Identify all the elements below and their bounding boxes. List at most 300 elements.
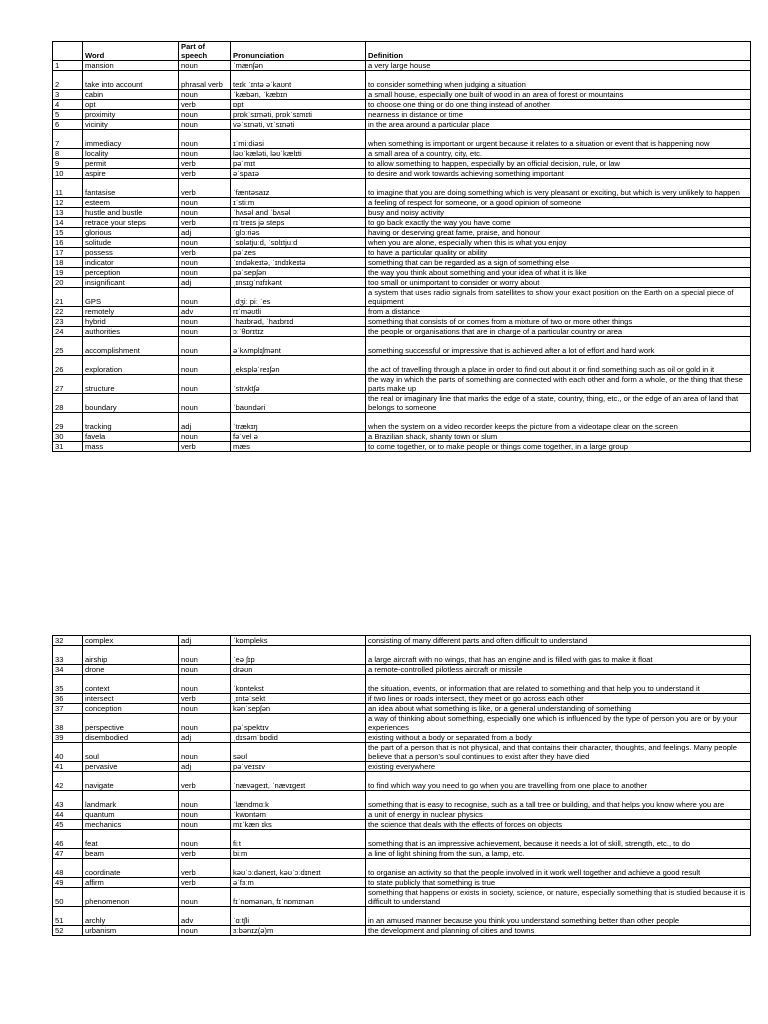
table-row — [53, 110, 751, 120]
row-number: 20 — [53, 278, 83, 288]
table-row — [53, 228, 751, 238]
word-cell: fantasise — [83, 179, 179, 198]
definition-cell: to come together, or to make people or things come together, in a large group — [366, 442, 751, 452]
definition-cell: to organise an activity so that the people involved in it work well together and achieve a good result — [366, 859, 751, 878]
word-cell: tracking — [83, 413, 179, 432]
part-of-speech-cell: noun — [179, 238, 231, 248]
column-header: Word — [83, 42, 179, 61]
row-number: 48 — [53, 859, 83, 878]
pronunciation-cell: rɪˈməʊtli — [231, 307, 366, 317]
definition-cell: in the area around a particular place — [366, 120, 751, 130]
row-number: 52 — [53, 926, 83, 936]
pronunciation-cell: mɪˈkæn ɪks — [231, 820, 366, 830]
table-row — [53, 907, 751, 926]
definition-cell: an idea about what something is like, or a general understanding of something — [366, 704, 751, 714]
pronunciation-cell: ˈnævəgeɪt, ˈnævɪgeɪt — [231, 772, 366, 791]
part-of-speech-cell: noun — [179, 149, 231, 159]
table-row — [53, 694, 751, 704]
table-row — [53, 888, 751, 907]
pronunciation-cell: ɜːbənɪz(ə)m — [231, 926, 366, 936]
row-number: 10 — [53, 169, 83, 179]
definition-cell: a line of light shining from the sun, a lamp, etc. — [366, 849, 751, 859]
definition-cell: the development and planning of cities and towns — [366, 926, 751, 936]
word-cell: mass — [83, 442, 179, 452]
pronunciation-cell: pəˈmɪt — [231, 159, 366, 169]
table-row — [53, 238, 751, 248]
table-row — [53, 675, 751, 694]
row-number: 29 — [53, 413, 83, 432]
pronunciation-cell: ˈkæbən, ˈkæbɪn — [231, 90, 366, 100]
definition-cell: too small or unimportant to consider or worry about — [366, 278, 751, 288]
row-number: 12 — [53, 198, 83, 208]
part-of-speech-cell: noun — [179, 337, 231, 356]
pronunciation-cell: əˈspaɪə — [231, 169, 366, 179]
table-row — [53, 268, 751, 278]
word-cell: perspective — [83, 714, 179, 733]
row-number: 30 — [53, 432, 83, 442]
table-row — [53, 120, 751, 130]
pronunciation-cell: ləʊˈkæləti, ləʊˈkælɪti — [231, 149, 366, 159]
pronunciation-cell: pəˈveɪsɪv — [231, 762, 366, 772]
part-of-speech-cell: noun — [179, 820, 231, 830]
row-number: 2 — [53, 71, 83, 90]
pronunciation-cell: biːm — [231, 849, 366, 859]
definition-cell: the science that deals with the effects of forces on objects — [366, 820, 751, 830]
part-of-speech-cell: adv — [179, 307, 231, 317]
pronunciation-cell: ˈhaɪbrəd, ˈhaɪbrɪd — [231, 317, 366, 327]
part-of-speech-cell: verb — [179, 878, 231, 888]
row-number: 31 — [53, 442, 83, 452]
word-cell: coordinate — [83, 859, 179, 878]
part-of-speech-cell: verb — [179, 218, 231, 228]
pronunciation-cell: ˈsɒlətjuːd, ˈsɒlɪtjuːd — [231, 238, 366, 248]
part-of-speech-cell: verb — [179, 248, 231, 258]
pronunciation-cell: ɒpt — [231, 100, 366, 110]
row-number: 28 — [53, 394, 83, 413]
word-cell: mechanics — [83, 820, 179, 830]
part-of-speech-cell: noun — [179, 130, 231, 149]
definition-cell: a small house, especially one built of wood in an area of forest or mountains — [366, 90, 751, 100]
word-cell: airship — [83, 646, 179, 665]
definition-cell: busy and noisy activity — [366, 208, 751, 218]
word-cell: structure — [83, 375, 179, 394]
part-of-speech-cell: verb — [179, 159, 231, 169]
row-number: 25 — [53, 337, 83, 356]
row-number: 36 — [53, 694, 83, 704]
definition-cell: from a distance — [366, 307, 751, 317]
pronunciation-cell: rɪˈtreɪs jə steps — [231, 218, 366, 228]
word-cell: glorious — [83, 228, 179, 238]
definition-cell: a unit of energy in nuclear physics — [366, 810, 751, 820]
table-row — [53, 636, 751, 646]
definition-cell: the situation, events, or information that are related to something and that help you to understand it — [366, 675, 751, 694]
row-number: 5 — [53, 110, 83, 120]
word-cell: beam — [83, 849, 179, 859]
part-of-speech-cell: noun — [179, 356, 231, 375]
part-of-speech-cell: noun — [179, 704, 231, 714]
pronunciation-cell: kənˈsepʃən — [231, 704, 366, 714]
table-row — [53, 665, 751, 675]
part-of-speech-cell: noun — [179, 268, 231, 278]
word-cell: vicinity — [83, 120, 179, 130]
part-of-speech-cell: noun — [179, 646, 231, 665]
row-number: 50 — [53, 888, 83, 907]
definition-cell: the way you think about something and your idea of what it is like — [366, 268, 751, 278]
column-header: Pronunciation — [231, 42, 366, 61]
row-number: 1 — [53, 61, 83, 71]
table-row — [53, 356, 751, 375]
pronunciation-cell: vəˈsɪnəti, vɪˈsɪnəti — [231, 120, 366, 130]
row-number: 27 — [53, 375, 83, 394]
table-row — [53, 198, 751, 208]
pronunciation-cell: kəʊˈɔːdəneɪt, kəʊˈɔːdɪneɪt — [231, 859, 366, 878]
pronunciation-cell: ˌdɪsəmˈbɒdid — [231, 733, 366, 743]
definition-cell: something successful or impressive that is achieved after a lot of effort and hard work — [366, 337, 751, 356]
part-of-speech-cell: noun — [179, 888, 231, 907]
pronunciation-cell: ˈstrʌktʃə — [231, 375, 366, 394]
part-of-speech-cell: noun — [179, 327, 231, 337]
table-row — [53, 169, 751, 179]
row-number: 11 — [53, 179, 83, 198]
part-of-speech-cell: verb — [179, 859, 231, 878]
row-number: 47 — [53, 849, 83, 859]
pronunciation-cell: teɪk ˈɪntə əˈkaʊnt — [231, 71, 366, 90]
pronunciation-cell: mæs — [231, 442, 366, 452]
table-row — [53, 317, 751, 327]
pronunciation-cell: ˌekspləˈreɪʃən — [231, 356, 366, 375]
part-of-speech-cell: verb — [179, 694, 231, 704]
word-cell: pervasive — [83, 762, 179, 772]
definition-cell: consisting of many different parts and often difficult to understand — [366, 636, 751, 646]
table-row — [53, 337, 751, 356]
part-of-speech-cell: noun — [179, 394, 231, 413]
definition-cell: the people or organisations that are in charge of a particular country or area — [366, 327, 751, 337]
pronunciation-cell: ˈkwɒntəm — [231, 810, 366, 820]
word-cell: indicator — [83, 258, 179, 268]
table-row — [53, 442, 751, 452]
table-row — [53, 248, 751, 258]
table-row — [53, 258, 751, 268]
pronunciation-cell: ˈfæntəsaɪz — [231, 179, 366, 198]
definition-cell: having or deserving great fame, praise, and honour — [366, 228, 751, 238]
row-number: 16 — [53, 238, 83, 248]
pronunciation-cell: ɔːˈθɒrɪtɪz — [231, 327, 366, 337]
definition-cell: something that can be regarded as a sign of something else — [366, 258, 751, 268]
table-row — [53, 646, 751, 665]
row-number: 45 — [53, 820, 83, 830]
definition-cell: a feeling of respect for someone, or a good opinion of someone — [366, 198, 751, 208]
word-cell: context — [83, 675, 179, 694]
row-number: 43 — [53, 791, 83, 810]
part-of-speech-cell: verb — [179, 179, 231, 198]
definition-cell: the act of travelling through a place in order to find out about it or find something such as oil or gold in it — [366, 356, 751, 375]
part-of-speech-cell: noun — [179, 830, 231, 849]
word-cell: complex — [83, 636, 179, 646]
table-row — [53, 327, 751, 337]
column-header — [53, 42, 83, 61]
definition-cell: when the system on a video recorder keeps the picture from a videotape clear on the screen — [366, 413, 751, 432]
row-number: 4 — [53, 100, 83, 110]
table-row — [53, 762, 751, 772]
table-row — [53, 820, 751, 830]
word-cell: remotely — [83, 307, 179, 317]
pronunciation-cell: ˈmænʃən — [231, 61, 366, 71]
part-of-speech-cell: noun — [179, 198, 231, 208]
word-cell: navigate — [83, 772, 179, 791]
definition-cell: when something is important or urgent because it relates to a situation or event that is happening now — [366, 130, 751, 149]
row-number: 49 — [53, 878, 83, 888]
table-row — [53, 278, 751, 288]
row-number: 24 — [53, 327, 83, 337]
word-cell: take into account — [83, 71, 179, 90]
word-cell: conception — [83, 704, 179, 714]
pronunciation-cell: ˈkɒmpleks — [231, 636, 366, 646]
table-row — [53, 743, 751, 762]
part-of-speech-cell: noun — [179, 810, 231, 820]
row-number: 19 — [53, 268, 83, 278]
pronunciation-cell: ˈglɔːriəs — [231, 228, 366, 238]
part-of-speech-cell: noun — [179, 926, 231, 936]
row-number: 18 — [53, 258, 83, 268]
row-number: 14 — [53, 218, 83, 228]
row-number: 40 — [53, 743, 83, 762]
row-number: 21 — [53, 288, 83, 307]
table-row — [53, 432, 751, 442]
part-of-speech-cell: noun — [179, 665, 231, 675]
definition-cell: the real or imaginary line that marks the edge of a state, country, thing, etc., or the edge of an area of land that belongs to someone — [366, 394, 751, 413]
header-row — [53, 42, 751, 61]
word-cell: proximity — [83, 110, 179, 120]
row-number: 32 — [53, 636, 83, 646]
definition-cell: to choose one thing or do one thing instead of another — [366, 100, 751, 110]
row-number: 42 — [53, 772, 83, 791]
row-number: 35 — [53, 675, 83, 694]
table-row — [53, 810, 751, 820]
definition-cell: the part of a person that is not physical, and that contains their character, thoughts, and feelings. Many people believe that a person's soul continues to exist after they have died — [366, 743, 751, 762]
word-cell: esteem — [83, 198, 179, 208]
pronunciation-cell: pəˈzes — [231, 248, 366, 258]
definition-cell: the way in which the parts of something are connected with each other and form a whole, or the thing that these parts make up — [366, 375, 751, 394]
part-of-speech-cell: verb — [179, 100, 231, 110]
table-row — [53, 791, 751, 810]
part-of-speech-cell: noun — [179, 743, 231, 762]
row-number: 23 — [53, 317, 83, 327]
column-header: Definition — [366, 42, 751, 61]
part-of-speech-cell: noun — [179, 432, 231, 442]
word-cell: quantum — [83, 810, 179, 820]
definition-cell: to consider something when judging a situation — [366, 71, 751, 90]
table-row — [53, 218, 751, 228]
row-number: 51 — [53, 907, 83, 926]
word-cell: mansion — [83, 61, 179, 71]
row-number: 6 — [53, 120, 83, 130]
pronunciation-cell: ˌdʒiː piː ˈes — [231, 288, 366, 307]
word-cell: authorities — [83, 327, 179, 337]
definition-cell: to allow something to happen, especially by an official decision, rule, or law — [366, 159, 751, 169]
row-number: 26 — [53, 356, 83, 375]
row-number: 3 — [53, 90, 83, 100]
table-row — [53, 130, 751, 149]
part-of-speech-cell: noun — [179, 208, 231, 218]
pronunciation-cell: ɪˈstiːm — [231, 198, 366, 208]
word-cell: possess — [83, 248, 179, 258]
word-cell: urbanism — [83, 926, 179, 936]
pronunciation-cell: ˈɪndəkeɪtə, ˈɪndɪkeɪtə — [231, 258, 366, 268]
definition-cell: to desire and work towards achieving something important — [366, 169, 751, 179]
definition-cell: a small area of a country, city, etc. — [366, 149, 751, 159]
table-row — [53, 159, 751, 169]
row-number: 46 — [53, 830, 83, 849]
row-number: 13 — [53, 208, 83, 218]
word-cell: hustle and bustle — [83, 208, 179, 218]
pronunciation-cell: pəˈsepʃən — [231, 268, 366, 278]
part-of-speech-cell: noun — [179, 791, 231, 810]
table-row — [53, 926, 751, 936]
word-cell: immediacy — [83, 130, 179, 149]
part-of-speech-cell: adj — [179, 733, 231, 743]
definition-cell: to state publicly that something is true — [366, 878, 751, 888]
row-number: 44 — [53, 810, 83, 820]
word-cell: opt — [83, 100, 179, 110]
table-row — [53, 878, 751, 888]
table-row — [53, 307, 751, 317]
pronunciation-cell: ˈkɒntekst — [231, 675, 366, 694]
part-of-speech-cell: noun — [179, 120, 231, 130]
table-row — [53, 208, 751, 218]
row-number: 39 — [53, 733, 83, 743]
row-number: 15 — [53, 228, 83, 238]
word-cell: archly — [83, 907, 179, 926]
part-of-speech-cell: noun — [179, 90, 231, 100]
pronunciation-cell: səʊl — [231, 743, 366, 762]
pronunciation-cell: ˈhʌsəl and ˈbʌsəl — [231, 208, 366, 218]
definition-cell: something that happens or exists in society, science, or nature, especially something that is studied because it is difficult to understand — [366, 888, 751, 907]
definition-cell: something that is an impressive achievement, because it needs a lot of skill, strength, etc., to do — [366, 830, 751, 849]
part-of-speech-cell: adj — [179, 762, 231, 772]
vocabulary-table-1 — [52, 41, 751, 452]
word-cell: accomplishment — [83, 337, 179, 356]
table-row — [53, 830, 751, 849]
row-number: 9 — [53, 159, 83, 169]
definition-cell: a system that uses radio signals from satellites to show your exact position on the Earth on a special piece of equipment — [366, 288, 751, 307]
part-of-speech-cell: adj — [179, 228, 231, 238]
part-of-speech-cell: verb — [179, 169, 231, 179]
pronunciation-cell: ɪˈmiːdiəsi — [231, 130, 366, 149]
row-number: 22 — [53, 307, 83, 317]
part-of-speech-cell: adj — [179, 278, 231, 288]
word-cell: cabin — [83, 90, 179, 100]
part-of-speech-cell: verb — [179, 772, 231, 791]
word-cell: affirm — [83, 878, 179, 888]
pronunciation-cell: pəˈspektɪv — [231, 714, 366, 733]
pronunciation-cell: ˌɪntəˈsekt — [231, 694, 366, 704]
row-number: 17 — [53, 248, 83, 258]
pronunciation-cell: ˈbaʊndəri — [231, 394, 366, 413]
table-row — [53, 90, 751, 100]
pronunciation-cell: fəˈvel ə — [231, 432, 366, 442]
definition-cell: if two lines or roads intersect, they meet or go across each other — [366, 694, 751, 704]
word-cell: retrace your steps — [83, 218, 179, 228]
row-number: 8 — [53, 149, 83, 159]
pronunciation-cell: fɪˈnɒmənən, fɪˈnɒmɪnən — [231, 888, 366, 907]
definition-cell: a Brazilian shack, shanty town or slum — [366, 432, 751, 442]
definition-cell: something that is easy to recognise, such as a tall tree or building, and that helps you know where you are — [366, 791, 751, 810]
part-of-speech-cell: noun — [179, 317, 231, 327]
part-of-speech-cell: noun — [179, 675, 231, 694]
table-row — [53, 71, 751, 90]
table-row — [53, 288, 751, 307]
definition-cell: to find which way you need to go when you are travelling from one place to another — [366, 772, 751, 791]
part-of-speech-cell: adj — [179, 413, 231, 432]
part-of-speech-cell: phrasal verb — [179, 71, 231, 90]
row-number: 37 — [53, 704, 83, 714]
table-row — [53, 100, 751, 110]
word-cell: perception — [83, 268, 179, 278]
part-of-speech-cell: noun — [179, 61, 231, 71]
definition-cell: to imagine that you are doing something which is very pleasant or exciting, but which is very unlikely to happen — [366, 179, 751, 198]
row-number: 41 — [53, 762, 83, 772]
word-cell: feat — [83, 830, 179, 849]
table-row — [53, 772, 751, 791]
table-row — [53, 714, 751, 733]
word-cell: insignificant — [83, 278, 179, 288]
definition-cell: a way of thinking about something, especially one which is influenced by the type of person you are or by your experiences — [366, 714, 751, 733]
table-row — [53, 704, 751, 714]
part-of-speech-cell: noun — [179, 714, 231, 733]
row-number: 33 — [53, 646, 83, 665]
word-cell: solitude — [83, 238, 179, 248]
pronunciation-cell: drəʊn — [231, 665, 366, 675]
table-row — [53, 394, 751, 413]
table-row — [53, 179, 751, 198]
table-row — [53, 849, 751, 859]
vocabulary-table-2 — [52, 635, 751, 936]
definition-cell: to go back exactly the way you have come — [366, 218, 751, 228]
word-cell: aspire — [83, 169, 179, 179]
definition-cell: when you are alone, especially when this is what you enjoy — [366, 238, 751, 248]
word-cell: exploration — [83, 356, 179, 375]
definition-cell: existing without a body or separated from a body — [366, 733, 751, 743]
table-row — [53, 733, 751, 743]
word-cell: permit — [83, 159, 179, 169]
definition-cell: a remote-controlled pilotless aircraft or missile — [366, 665, 751, 675]
word-cell: hybrid — [83, 317, 179, 327]
word-cell: favela — [83, 432, 179, 442]
word-cell: boundary — [83, 394, 179, 413]
definition-cell: something that consists of or comes from a mixture of two or more other things — [366, 317, 751, 327]
part-of-speech-cell: noun — [179, 288, 231, 307]
word-cell: intersect — [83, 694, 179, 704]
word-cell: locality — [83, 149, 179, 159]
part-of-speech-cell: noun — [179, 258, 231, 268]
part-of-speech-cell: adj — [179, 636, 231, 646]
pronunciation-cell: ˈtrækɪŋ — [231, 413, 366, 432]
word-cell: landmark — [83, 791, 179, 810]
row-number: 7 — [53, 130, 83, 149]
part-of-speech-cell: verb — [179, 442, 231, 452]
part-of-speech-cell: noun — [179, 110, 231, 120]
word-cell: soul — [83, 743, 179, 762]
table-row — [53, 149, 751, 159]
row-number: 38 — [53, 714, 83, 733]
definition-cell: to have a particular quality or ability — [366, 248, 751, 258]
definition-cell: existing everywhere — [366, 762, 751, 772]
definition-cell: a large aircraft with no wings, that has an engine and is filled with gas to make it float — [366, 646, 751, 665]
pronunciation-cell: fiːt — [231, 830, 366, 849]
word-cell: drone — [83, 665, 179, 675]
column-header: Part of speech — [179, 42, 231, 61]
part-of-speech-cell: adv — [179, 907, 231, 926]
